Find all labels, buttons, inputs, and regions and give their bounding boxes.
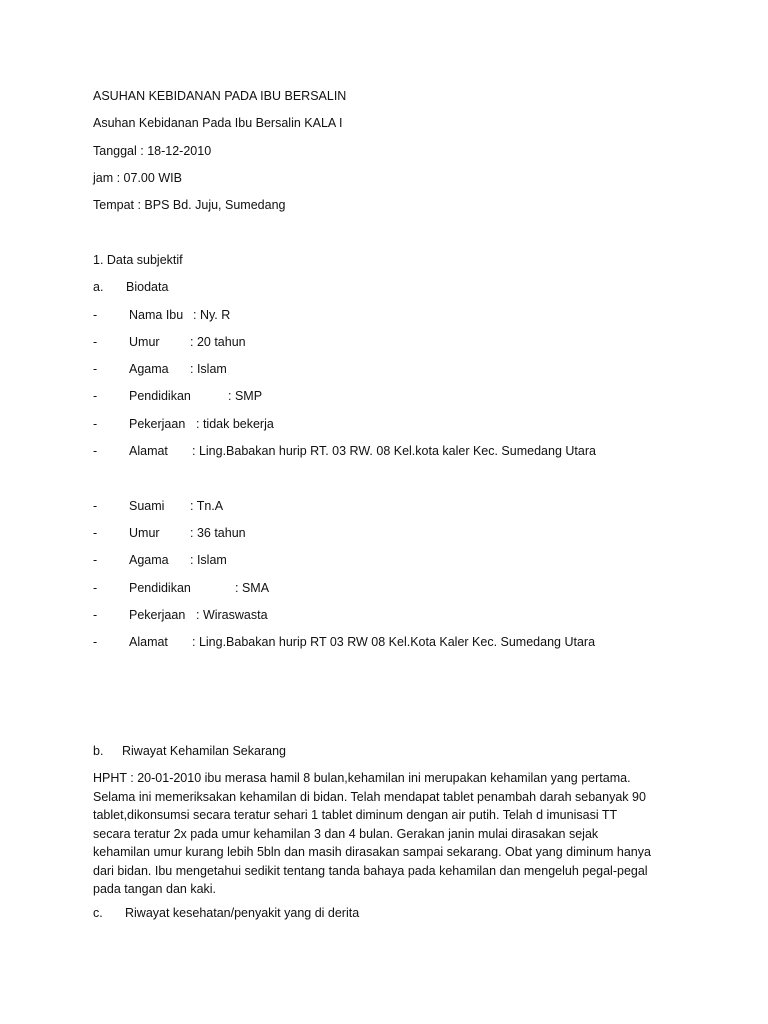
row-value: : Islam (190, 553, 227, 567)
row-label: Alamat (129, 444, 168, 458)
row-label: Pendidikan (129, 581, 191, 595)
paragraph-line: tablet,dikonsumsi secara teratur sehari 1 tablet diminum dengan air putih. Telah d imunisasi TT (93, 808, 618, 822)
riwayat-kehamilan-paragraph (93, 769, 683, 899)
row-dash: - (93, 308, 98, 322)
row-value: : SMA (235, 581, 270, 595)
row-value: : tidak bekerja (196, 417, 274, 431)
row-value: : Ling.Babakan hurip RT 03 RW 08 Kel.Kota Kaler Kec. Sumedang Utara (192, 635, 596, 649)
paragraph-line: dari bidan. Ibu mengetahui sedikit tentang tanda bahaya pada kehamilan dan mengeluh pegal-pegal (93, 863, 648, 878)
row-value: : Ling.Babakan hurip RT. 03 RW. 08 Kel.kota kaler Kec. Sumedang Utara (192, 444, 596, 458)
row-dash: - (93, 417, 98, 431)
date-line: Tanggal : 18-12-2010 (93, 144, 212, 158)
row-dash: - (93, 335, 98, 349)
paragraph-line: kehamilan umur kurang lebih 5bln dan masih dirasakan sampai sekarang. Obat yang diminum hanya (93, 845, 651, 859)
row-value: : Ny. R (193, 308, 231, 322)
row-dash: - (93, 553, 98, 567)
row-label: Agama (129, 553, 169, 567)
biodata-marker: a. (93, 280, 104, 294)
row-label: Pekerjaan (129, 608, 186, 622)
paragraph-line: Selama ini memeriksakan kehamilan di bidan. Telah mendapat tablet penambah darah sebanyak 90 (93, 789, 646, 804)
row-dash: - (93, 362, 98, 376)
row-dash: - (93, 635, 98, 649)
biodata-label: Biodata (126, 280, 169, 294)
riwayat-kesehatan-label: Riwayat kesehatan/penyakit yang di derita (125, 906, 360, 920)
riwayat-kehamilan-marker: b. (93, 744, 104, 758)
document-title: ASUHAN KEBIDANAN PADA IBU BERSALIN (93, 89, 347, 103)
row-label: Umur (129, 335, 160, 349)
row-value: : 36 tahun (190, 526, 246, 540)
row-dash: - (93, 499, 98, 513)
riwayat-kehamilan-label: Riwayat Kehamilan Sekarang (122, 744, 286, 758)
row-dash: - (93, 389, 98, 403)
row-value: : Islam (190, 362, 227, 376)
row-dash: - (93, 581, 98, 595)
place-line: Tempat : BPS Bd. Juju, Sumedang (93, 198, 286, 212)
riwayat-kesehatan-marker: c. (93, 906, 103, 920)
row-label: Nama Ibu (129, 308, 184, 322)
row-label: Pendidikan (129, 389, 191, 403)
row-label: Pekerjaan (129, 417, 186, 431)
row-value: : Wiraswasta (196, 608, 268, 622)
row-label: Agama (129, 362, 169, 376)
paragraph-line: pada tangan dan kaki. (93, 882, 217, 896)
row-dash: - (93, 608, 98, 622)
paragraph-line: HPHT : 20-01-2010 ibu merasa hamil 8 bulan,kehamilan ini merupakan kehamilan yang pertama. (93, 771, 631, 785)
row-label: Suami (129, 499, 165, 513)
row-value: : Tn.A (190, 499, 224, 513)
row-dash: - (93, 526, 98, 540)
row-value: : 20 tahun (190, 335, 246, 349)
document-subtitle: Asuhan Kebidanan Pada Ibu Bersalin KALA I (93, 116, 343, 130)
row-label: Umur (129, 526, 160, 540)
time-line: jam : 07.00 WIB (93, 171, 182, 185)
row-value: : SMP (228, 389, 263, 403)
row-label: Alamat (129, 635, 168, 649)
row-dash: - (93, 444, 98, 458)
section-data-subjektif: 1. Data subjektif (93, 253, 183, 267)
paragraph-line: secara teratur 2x pada umur kehamilan 3 dan 4 bulan. Gerakan janin mulai dirasakan sejak (93, 826, 599, 841)
